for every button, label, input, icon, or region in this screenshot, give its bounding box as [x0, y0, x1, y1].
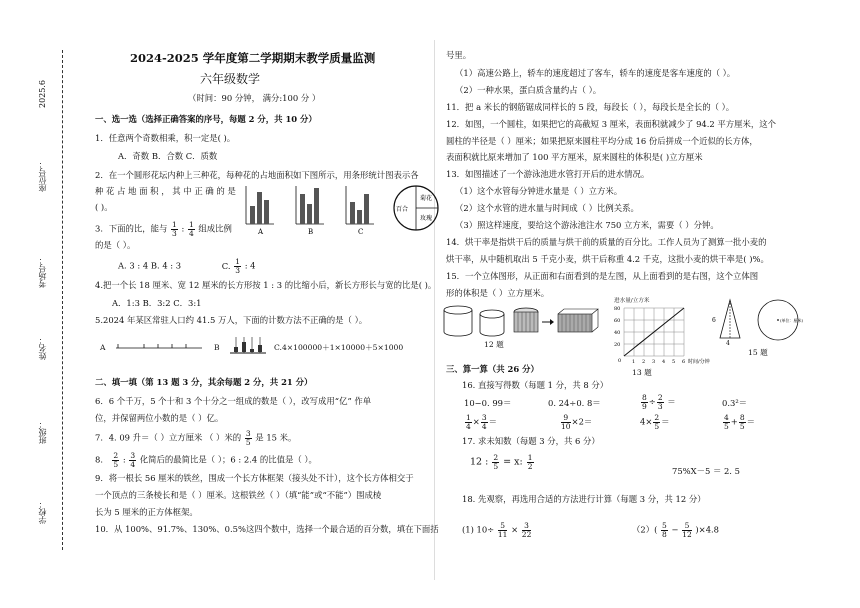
q12-line3: 表面积就比原来增加了 100 平方厘米，原来圆柱的体积是( )立方厘米 [446, 152, 703, 162]
column-separator [434, 40, 435, 580]
q2-chart-a [246, 186, 274, 224]
q3-fraction-2: $\frac{1}{4}$ [188, 220, 194, 238]
q15-line1: 15．一个立体图形，从正面和右面看到的是左图，从上面看到的是右图，这个立体图 [446, 271, 759, 281]
q2-chart-b [296, 186, 324, 224]
q2-chart-label-c: C [358, 228, 364, 236]
equation-1-mid: = x: [503, 456, 523, 468]
fig13-x-6: 6 [682, 359, 686, 365]
exam-date: 2025.6 [38, 80, 47, 108]
q12-line1: 12．如图，一个圆柱，如果把它的高截短 3 厘米，表面积就减少了 94.2 平方厘米，这个 [446, 119, 777, 129]
q3-option-c: C. [221, 260, 231, 271]
fig12-label: 12 题 [484, 340, 504, 349]
q3-options [118, 258, 256, 274]
q8-text-a: 8． [95, 454, 109, 465]
q10-sub2: （2）一种水果，蛋白质含量约占（ ）。 [455, 85, 602, 95]
q16-text: 16. 直接写得数（每题 1 分，共 8 分） [462, 380, 609, 390]
simplify-2-c: )×4.8 [695, 524, 720, 535]
q5-option-b-label: B [214, 343, 220, 352]
fig13-x-2: 2 [642, 359, 646, 365]
q3-text-b: 组成比例 [198, 223, 232, 234]
q3-option-c-tail: : 4 [244, 260, 256, 271]
fig13-y-80: 80 [614, 306, 621, 312]
q3-text-c: 的是（ ）。 [95, 240, 136, 250]
q9-line1: 9．将一根长 56 厘米的铁丝，围成一个长方体框架（接头处不计），这个长方体相交于 [95, 473, 414, 483]
fig13-y-60: 60 [614, 318, 621, 324]
calc-2: 0. 24÷0. 8＝ [548, 398, 601, 408]
q3-options-ab: A. 3 : 4 B. 4 : 3 [118, 260, 182, 271]
fig15-side-a: 6 [712, 317, 716, 324]
q7-text-a: 7．4. 09 升＝（ ）立方厘米 （ ）米的 [95, 432, 242, 443]
fig13-x-unit: 时间/分钟 [688, 359, 710, 365]
q4-options: A．1:3 B．3:2 C．3:1 [112, 298, 202, 308]
simplify-2-a: （2）( [632, 524, 658, 535]
exam-title: 2024-2025 学年度第二学期期末教学质量监测 [130, 51, 376, 65]
q11-text: 11．把 a 米长的钢筋锯成同样长的 5 段，每段长（ ），每段长是全长的（ ）。 [446, 102, 735, 112]
calc-8: $\frac{4}{5}$ + $\frac{8}{5}$ ＝ [724, 413, 755, 431]
q13-sub2: （2）这个水管的进水量与时间成（ ）比例关系。 [455, 203, 639, 213]
fig15-side-b: 4 [726, 340, 730, 347]
q1-options: A．奇数 B．合数 C．质数 [118, 151, 218, 161]
q2-pie-chart [392, 184, 442, 234]
fig13-x-4: 4 [662, 359, 666, 365]
q14-line2: 烘干率，从中随机取出 5 千克小麦，烘干后称重 4.2 千克，这批小麦的烘干率是( )%。 [446, 254, 769, 264]
q3-fraction-1: $\frac{1}{3}$ [172, 220, 177, 238]
q9-line2: 一个顶点的三条棱长和是（ ）厘米。这根铁丝（ ）（填“能”或“不能”）围成棱 [95, 490, 382, 500]
q5-number-line [114, 338, 204, 354]
fig13-x-3: 3 [652, 359, 656, 365]
calc-7: 4× $\frac{2}{5}$ ＝ [640, 413, 670, 431]
fig13-y-20: 20 [614, 342, 621, 348]
q10-sub1: （1）高速公路上，轿车的速度超过了客车，轿车的速度是客车速度的（ ）。 [455, 68, 736, 78]
q2-pie-label-lily: 百合 [396, 206, 409, 213]
q6-line2: 位，并保留两位小数的是（ ）亿。 [95, 413, 224, 423]
q8-text-b: 化简后的最简比是（ ）；6 : 2.4 的比值是（ ）。 [139, 454, 317, 465]
fig13-y-0: 0 [618, 358, 622, 364]
q10-continued: 号里。 [446, 50, 472, 60]
q8-fraction-2: $\frac{3}{4}$ [130, 451, 136, 469]
q7-line [95, 430, 296, 446]
simplify-1-a: (1) 10÷ [462, 524, 495, 535]
q2-line1: 2．在一个圆形花坛内种上三种花，每种花的占地面积如下图所示，用条形统计图表示各 [95, 170, 419, 180]
q2-line3: ( )。 [95, 202, 113, 212]
field-name: 姓名： [38, 336, 47, 360]
calc-3: $\frac{8}{9}$ ÷ $\frac{2}{3}$ ＝ [642, 393, 676, 411]
q3-option-c-fraction: $\frac{1}{3}$ [235, 257, 241, 275]
q8-fraction-1: $\frac{2}{5}$ [113, 451, 119, 469]
fig13-label: 13 题 [632, 368, 652, 377]
field-school: 学校： [38, 500, 47, 524]
q18-text: 18. 先观察，再选用合适的方法进行计算（每题 3 分，共 12 分） [462, 494, 706, 504]
q3-text-a: 3．下面的比，能与 [95, 223, 168, 234]
equation-2: 75%X－5 ＝ 2. 5 [672, 466, 740, 476]
field-seat: 座位号： [38, 160, 47, 192]
fig12-cylinder-tall [444, 306, 472, 336]
q7-fraction: $\frac{3}{5}$ [245, 429, 251, 447]
q2-chart-label-b: B [308, 228, 314, 236]
q8-colon: : [122, 454, 126, 465]
q14-line1: 14．烘干率是指烘干后的质量与烘干前的质量的百分比。工作人员为了测算一批小麦的 [446, 237, 767, 247]
q13-sub1: （1）这个水管每分钟进水量是（ ）立方米。 [455, 186, 623, 196]
field-class: 班级： [38, 420, 47, 444]
fig13-chart [612, 306, 710, 366]
q2-pie-label-chrysanthemum: 菊花 [420, 195, 433, 202]
simplify-2: （2）( $\frac{5}{8}$ − $\frac{5}{12}$ )×4.8 [632, 521, 720, 539]
q13-sub3: （3）照这样速度，要给这个游泳池注水 750 立方米，需要（ ）分钟。 [455, 220, 719, 230]
q9-line3: 长为 5 厘米的正方体框架。 [95, 507, 198, 517]
q2-line2: 种 花 占 地 面 积 ， 其 中 正 确 的 是 [95, 186, 236, 196]
q7-text-b: 是 15 米。 [255, 432, 297, 443]
q5-option-a-label: A [100, 343, 106, 352]
calc-4: 0.3²＝ [722, 398, 748, 408]
q2-chart-label-a: A [258, 228, 264, 236]
q4-text: 4.把一个长 18 厘米、宽 12 厘米的长方形按 1 : 3 的比缩小后，新长方形长与宽的比是( )。 [95, 280, 437, 290]
q17-text: 17. 求未知数（每题 3 分，共 6 分） [462, 436, 600, 446]
q15-line2: 形的体积是（ ）立方厘米。 [446, 288, 550, 298]
fig13-title: 进水量/立方米 [614, 298, 650, 304]
q5-option-c: C.4×100000＋1×10000＋5×1000 [274, 343, 404, 352]
simplify-1: (1) 10÷ $\frac{5}{11}$ × $\frac{3}{22}$ [462, 521, 532, 539]
exam-subject: 六年级数学 [200, 72, 261, 86]
fig13-y-40: 40 [614, 330, 621, 336]
q8-line [95, 452, 317, 468]
calc-5: $\frac{1}{4}$ × $\frac{3}{4}$ ＝ [466, 413, 497, 431]
fig12-cylinder-short [480, 310, 504, 336]
fig12-cylinders [440, 304, 600, 344]
q10-text: 10．从 100%、91.7%、130%、0.5%这四个数中，选择一个最合适的百分数，填在下面括 [95, 524, 439, 534]
binding-line [62, 50, 63, 550]
fig15-unit: (单位：厘米) [780, 318, 804, 323]
q13-text: 13．如图描述了一个游泳池进水管打开后的进水情况。 [446, 169, 650, 179]
q5-abacus [228, 333, 268, 355]
section3-heading: 三、算一算（共 26 分） [446, 364, 539, 374]
calc-6: $\frac{9}{10}$ ×2＝ [561, 413, 593, 431]
equation-1-a: 12 : [470, 456, 489, 468]
fig15-shapes [712, 296, 818, 347]
fig12-cylinder-sliced [514, 308, 538, 332]
simplify-2-b: − [671, 524, 679, 535]
fig13-x-1: 1 [632, 359, 636, 365]
section2-heading: 二、填一填（第 13 题 3 分，其余每题 2 分，共 21 分） [95, 377, 313, 387]
q2-pie-label-rose: 玫瑰 [420, 215, 433, 222]
q1-text: 1．任意两个奇数相乘，积一定是( )。 [95, 133, 236, 143]
fig13-x-5: 5 [672, 359, 676, 365]
section1-heading: 一、选一选（选择正确答案的序号，每题 2 分，共 10 分） [95, 114, 317, 124]
field-exam-room: 考场号： [38, 256, 47, 288]
fig15-triangle [720, 300, 740, 338]
calc-1: 10−0. 99＝ [464, 398, 512, 408]
exam-time-score: （时间：90 分钟， 满分:100 分 ） [188, 93, 321, 103]
simplify-1-b: × [511, 524, 519, 535]
fig15-label: 15 题 [748, 348, 768, 357]
q5-text: 5.2024 年某区常驻人口约 41.5 万人，下面的计数方法不正确的是（ ）。 [95, 315, 368, 325]
q3-line1: 3．下面的比，能与 $\frac{1}{3}$ : $\frac{1}{4}$ 组成比例 [95, 220, 232, 238]
equation-1: 12 : $\frac{2}{5}$ = x: $\frac{1}{2}$ [470, 453, 533, 471]
q6-line1: 6．6 个千万，5 个十和 3 个十分之一组成的数是（ ），改写成用“亿” 作单 [95, 396, 372, 406]
q12-line2: 圆柱的半径是（ ）厘米；如果把原来圆柱平均分成 16 份后拼成一个近似的长方体， [446, 136, 758, 146]
q2-chart-c [346, 186, 374, 224]
fig12-cuboid [558, 309, 598, 332]
